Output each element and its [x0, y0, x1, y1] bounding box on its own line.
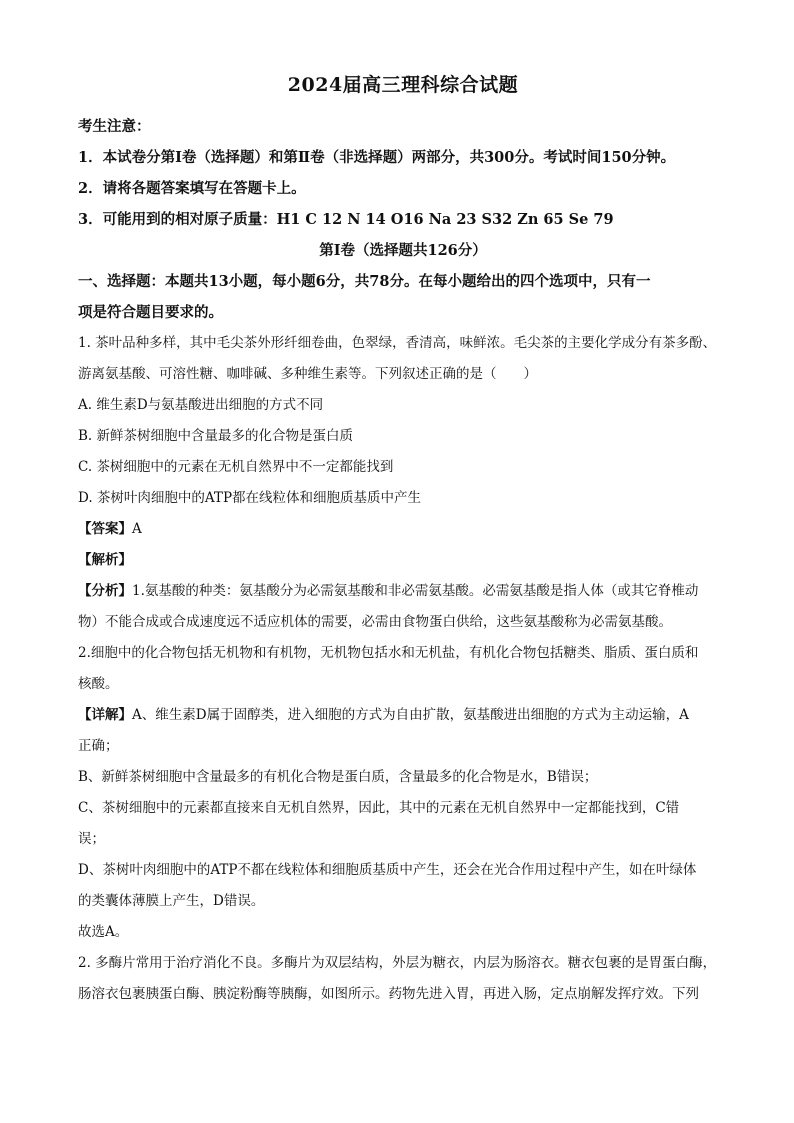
notice-heading: 考生注意： [78, 118, 151, 135]
part-heading-line: 一、选择题：本题共13小题，每小题6分，共78分。在每小题给出的四个选项中，只有一 [78, 273, 651, 290]
xiangjie-line [78, 700, 728, 731]
xiangjie-text: B、新鲜茶树细胞中含量最多的有机化合物是蛋白质，含量最多的化合物是水，B错误； [78, 769, 598, 785]
xiangjie-text: C、茶树细胞中的元素都直接来自无机自然界，因此，其中的元素在无机自然界中一定都能找到，C错 [78, 800, 680, 816]
fenxi-text: 核酸。 [78, 676, 119, 692]
conclusion: 故选A。 [78, 924, 129, 940]
section-title: 第Ⅰ卷（选择题共126分） [319, 242, 487, 259]
xiangjie-text: 的类囊体薄膜上产生，D错误。 [78, 893, 265, 909]
notice-item: 1．本试卷分第Ⅰ卷（选择题）和第Ⅱ卷（非选择题）两部分，共300分。考试时间150分钟。 [78, 149, 676, 166]
fenxi-text: 1.氨基酸的种类：氨基酸分为必需氨基酸和非必需氨基酸。必需氨基酸是指人体（或其它脊椎动 [132, 583, 699, 599]
xiangjie-text: D、茶树叶肉细胞中的ATP不都在线粒体和细胞质基质中产生，还会在光合作用过程中产生，如在叶绿体 [78, 862, 697, 878]
part-heading-line: 项是符合题目要求的。 [78, 304, 223, 321]
fenxi-text: 2.细胞中的化合物包括无机物和有机物，无机物包括水和无机盐，有机化合物包括糖类、脂质、蛋白质和 [78, 645, 699, 661]
notice-item: 3．可能用到的相对原子质量：H1 C 12 N 14 O16 Na 23 S32 Zn 65 Se 79 [78, 211, 614, 228]
question-stem: 肠溶衣包裹胰蛋白酶、胰淀粉酶等胰酶，如图所示。药物先进入胃，再进入肠，定点崩解发挥疗效。下列 [78, 986, 699, 1002]
answer-value: A [132, 521, 142, 537]
answer-line [78, 514, 728, 545]
page-title: 2024届高三理科综合试题 [287, 74, 519, 96]
fenxi-line [78, 576, 728, 607]
option-b: B. 新鲜茶树细胞中含量最多的化合物是蛋白质 [78, 428, 354, 444]
xiangjie-tag: 【详解】 [78, 707, 132, 723]
xiangjie-text: 正确； [78, 738, 119, 754]
question-stem: 2. 多酶片常用于治疗消化不良。多酶片为双层结构，外层为糖衣，内层为肠溶衣。糖衣包裹的是胃蛋白酶， [78, 955, 717, 971]
fenxi-text: 物）不能合成或合成速度远不适应机体的需要，必需由食物蛋白供给，这些氨基酸称为必需氨基酸。 [78, 614, 672, 630]
option-d: D. 茶树叶肉细胞中的ATP都在线粒体和细胞质基质中产生 [78, 490, 422, 506]
question-stem: 1. 茶叶品种多样，其中毛尖茶外形纤细卷曲，色翠绿，香清高，味鲜浓。毛尖茶的主要化学成分有茶多酚、 [78, 335, 717, 351]
answer-tag: 【答案】 [78, 521, 132, 537]
analysis-tag: 【解析】 [78, 552, 132, 568]
xiangjie-text: A、维生素D属于固醇类，进入细胞的方式为自由扩散，氨基酸进出细胞的方式为主动运输，A [132, 707, 689, 723]
notice-item: 2．请将各题答案填写在答题卡上。 [78, 180, 306, 197]
analysis-line [78, 545, 728, 576]
option-a: A. 维生素D与氨基酸进出细胞的方式不同 [78, 397, 324, 413]
question-stem: 游离氨基酸、可溶性糖、咖啡碱、多种维生素等。下列叙述正确的是（ ） [78, 366, 537, 382]
xiangjie-text: 误； [78, 831, 105, 847]
fenxi-tag: 【分析】 [78, 583, 132, 599]
option-c: C. 茶树细胞中的元素在无机自然界中不一定都能找到 [78, 459, 394, 475]
